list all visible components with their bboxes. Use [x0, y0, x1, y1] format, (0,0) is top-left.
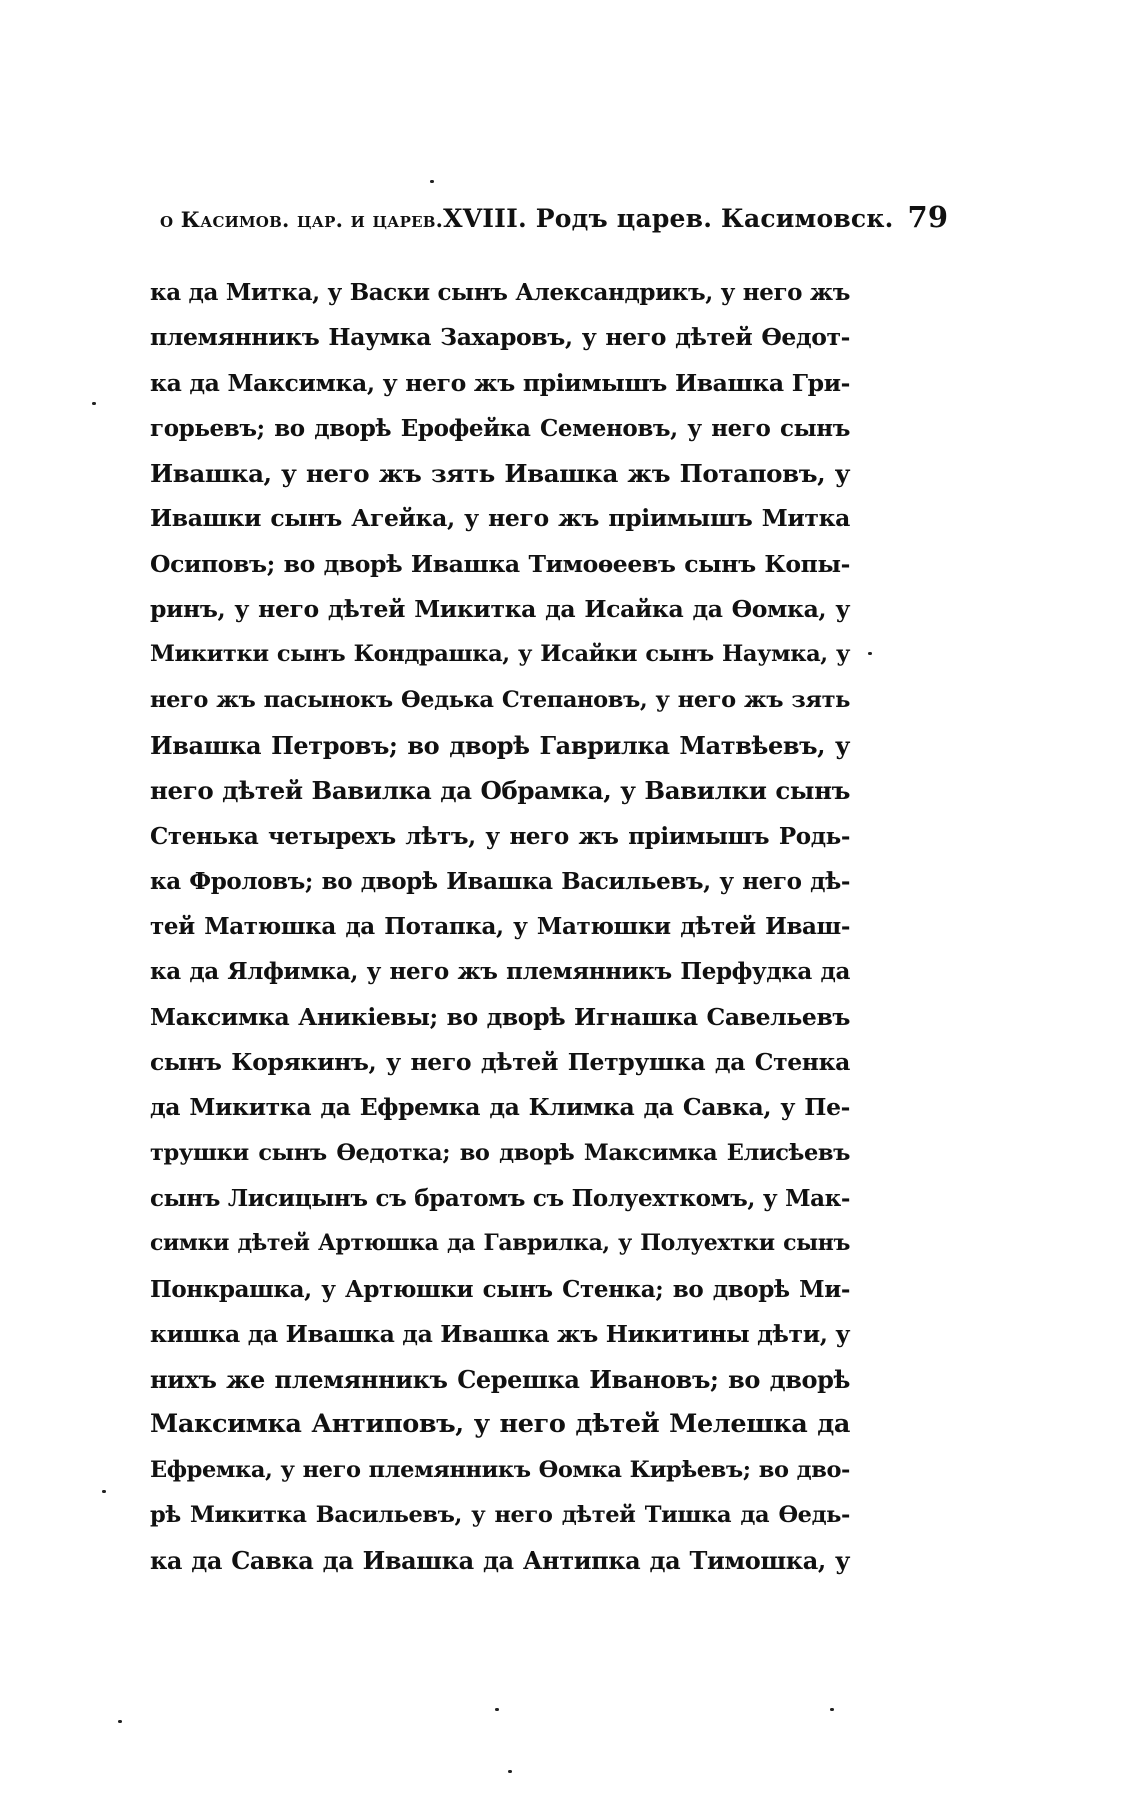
- text-line: Максимка Антиповъ, у него дѣтей Мелешка да: [150, 1409, 850, 1440]
- running-head-left: о Касимов. цар. и царев.: [160, 207, 444, 232]
- text-line: Понкрашка, у Артюшки сынъ Стенка; во дворѣ Ми-: [150, 1275, 850, 1303]
- text-line: ка да Митка, у Васки сынъ Александрикъ, у него жъ: [150, 279, 850, 306]
- text-line: Ивашка Петровъ; во дворѣ Гаврилка Матвѣевъ, у: [150, 730, 850, 760]
- text-line: Микитки сынъ Кондрашка, у Исайки сынъ Наумка, у: [150, 641, 850, 668]
- text-line: Ивашка, у него жъ зять Ивашка жъ Потаповъ, у: [150, 459, 850, 489]
- text-line: ка да Савка да Ивашка да Антипка да Тимошка, у: [150, 1546, 850, 1576]
- running-head: [160, 200, 949, 240]
- text-line: Ефремка, у него племянникъ Ѳомка Кирѣевъ; во дво-: [150, 1456, 850, 1483]
- text-line: Осиповъ; во дворѣ Ивашка Тимоѳеевъ сынъ Копы-: [150, 549, 850, 578]
- text-line: нихъ же племянникъ Серешка Ивановъ; во дворѣ: [150, 1365, 850, 1395]
- running-head-middle: XVIII. Родъ царев. Касимовск.: [443, 204, 894, 233]
- text-line: рѣ Микитка Васильевъ, у него дѣтей Тишка да Ѳедь-: [150, 1502, 850, 1529]
- scan-speck: [508, 1770, 512, 1773]
- text-line: ка Фроловъ; во дворѣ Ивашка Васильевъ, у него дѣ-: [150, 867, 850, 895]
- text-line: ринъ, у него дѣтей Микитка да Исайка да Ѳомка, у: [150, 595, 850, 624]
- page-number: 79: [907, 200, 949, 234]
- text-line: ка да Максимка, у него жъ пріимышъ Ивашка Гри-: [150, 368, 850, 397]
- text-line: да Микитка да Ефремка да Климка да Савка, у Пе-: [150, 1093, 850, 1122]
- scan-speck: [430, 180, 434, 183]
- text-line: Стенька четырехъ лѣтъ, у него жъ пріимышъ Родь-: [150, 822, 850, 850]
- scan-speck: [830, 1708, 834, 1711]
- text-line: него дѣтей Вавилка да Обрамка, у Вавилки сынъ: [150, 776, 850, 806]
- text-line: него жъ пасынокъ Ѳедька Степановъ, у него жъ зять: [150, 686, 850, 713]
- text-line: Максимка Аникіевы; во дворѣ Игнашка Савельевъ: [150, 1002, 850, 1031]
- body-text: [150, 270, 850, 1584]
- scan-speck: [868, 652, 872, 655]
- text-line: сынъ Корякинъ, у него дѣтей Петрушка да Стенка: [150, 1048, 850, 1077]
- text-line: горьевъ; во дворѣ Ерофейка Семеновъ, у него сынъ: [150, 414, 850, 442]
- text-line: кишка да Ивашка да Ивашка жъ Никитины дѣти, у: [150, 1319, 850, 1348]
- text-line: тей Матюшка да Потапка, у Матюшки дѣтей Иваш-: [150, 913, 850, 941]
- text-line: трушки сынъ Ѳедотка; во дворѣ Максимка Елисѣевъ: [150, 1139, 850, 1166]
- text-line: симки дѣтей Артюшка да Гаврилка, у Полуехтки сынъ: [150, 1230, 850, 1257]
- scan-speck: [102, 1490, 106, 1493]
- text-line: сынъ Лисицынъ съ братомъ съ Полуехткомъ, у Мак-: [150, 1184, 850, 1212]
- text-line: Ивашки сынъ Агейка, у него жъ пріимышъ Митка: [150, 504, 850, 533]
- scan-speck: [118, 1720, 122, 1723]
- scan-speck: [92, 402, 96, 405]
- text-line: племянникъ Наумка Захаровъ, у него дѣтей Ѳедот-: [150, 323, 850, 352]
- text-line: ка да Ялфимка, у него жъ племянникъ Перфудка да: [150, 958, 850, 986]
- scan-speck: [495, 1708, 499, 1711]
